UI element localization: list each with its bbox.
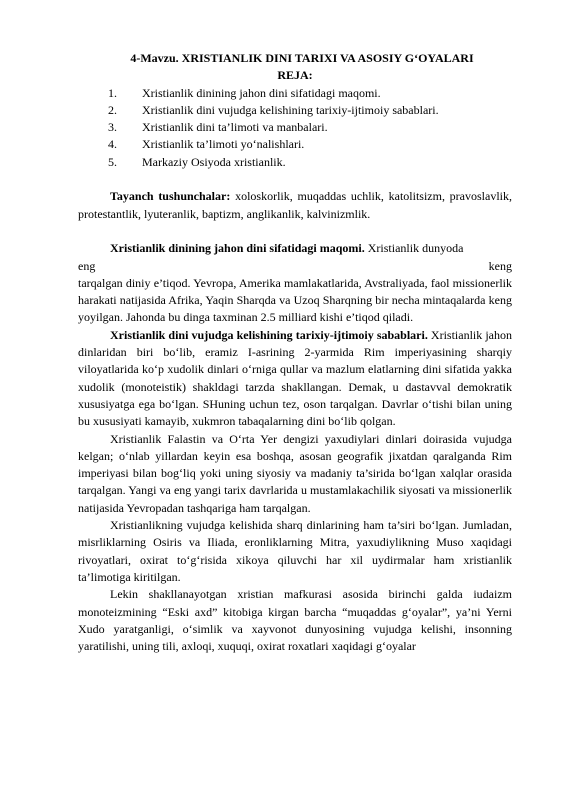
plan-heading: REJA: <box>277 68 313 83</box>
keywords-paragraph <box>78 188 512 223</box>
section1-line2: eng keng <box>78 258 512 273</box>
keywords-label: Tayanch tushunchalar: <box>110 189 231 204</box>
section2-paragraph-2: Xristianlik Falastin va O‘rta Yer dengizi yaxudiylari dinlari doirasida vujudga kelgan; o‘nlab yillardan keyin esa boshqa, asosan geografik jixatdan qaralganda Rim imperiyasi bilan bog‘liq yoki uning siyosiy va madaniy ta’sirida bo‘lgan xalqlar orasida tarqalgan. Yangi va eng yangi tarix davrlarida u mustamlakachilik siyosati va missionerlik natijasida Yevropadan tashqariga ham tarqalgan. <box>78 431 512 515</box>
section2-heading: Xristianlik dini vujudga kelishining tarixiy-ijtimoiy sabablari. <box>110 327 428 342</box>
section2-paragraph-4: Lekin shakllanayotgan xristian mafkurasi asosida birinchi galda iudaizm monoteizmining “Eski axd” kitobiga kirgan barcha “muqaddas g‘oyalar”, ya’ni Yerni Xudo yaratganligi, o‘simlik va xayvonot dunyosining vujudga kelishi, insonning yaratilishi, uning tili, axloqi, xuquqi, oxirat roxatlari xaqidagi g‘oyalar <box>78 587 512 654</box>
section1-heading: Xristianlik dinining jahon dini sifatidagi maqomi. <box>110 241 365 256</box>
section2-paragraph: Xristianlik dini vujudga kelishining tarixiy-ijtimoiy sabablari. Xristianlik jahon dinlaridan biri bo‘lib, eramiz I-asrining 2-yarmida Rim imperiyasining sharqiy viloyatlarida ko‘p xudolik dinlari o‘rniga qullar va mazlum elatlarning dini sifatida yakka xudolik (monoteistik) shakldagi tarzda shakllangan. Demak, u dastavval demokratik xususiyatga ega bo‘lgan. SHuning uchun tez, oson tarqalgan. Davrlar o‘tishi bilan uning bu xususiyati kamayib, xukmron tabaqalarning dini bo‘lib qolgan. <box>78 327 512 429</box>
section2-paragraph-3: Xristianlikning vujudga kelishida sharq dinlarining ham ta’siri bo‘lgan. Jumladan, misrliklarning Osiris va Iliada, eronliklarning Mitra, yaxudiylikning Muso xaqidagi rivoyatlari, oxirat to‘g‘risida xikoya qiluvchi har xil uydirmalar ham xristianlik ta’limotiga kiritilgan. <box>78 518 512 584</box>
plan-item: 1. Xristianlik dinining jahon dini sifatidagi maqomi. <box>108 85 381 100</box>
plan-list <box>78 85 512 171</box>
document-page <box>78 50 512 655</box>
plan-item: 4. Xristianlik ta’limoti yo‘nalishlari. <box>108 137 305 152</box>
plan-item: 2. Xristianlik dini vujudga kelishining tarixiy-ijtimoiy sabablari. <box>108 102 439 117</box>
keywords-text: xoloskorlik, muqaddas uchlik, katolitsizm, pravoslavlik, protestantlik, lyuteranlik, baptizm, anglikanlik, kalvinizmlik. <box>78 189 513 221</box>
section1-body: tarqalgan diniy e’tiqod. Yevropa, Amerika mamlakatlarida, Avstraliyada, faol missionerlik harakati natijasida Afrika, Yaqin Sharqda va Uzoq Sharqning bir necha mintaqalarda keng yoyilgan. Jahonda bu dinga taxminan 2.5 milliard kishi e’tiqod qiladi. <box>78 275 512 325</box>
section1-paragraph: Xristianlik dinining jahon dini sifatidagi maqomi. Xristianlik dunyoda <box>110 241 464 256</box>
plan-item: 3. Xristianlik dini ta’limoti va manbalari. <box>108 120 328 135</box>
plan-item: 5. Markaziy Osiyoda xristianlik. <box>108 154 286 169</box>
document-title: 4-Mavzu. XRISTIANLIK DINI TARIXI VA ASOSIY G‘OYALARI <box>130 51 474 65</box>
